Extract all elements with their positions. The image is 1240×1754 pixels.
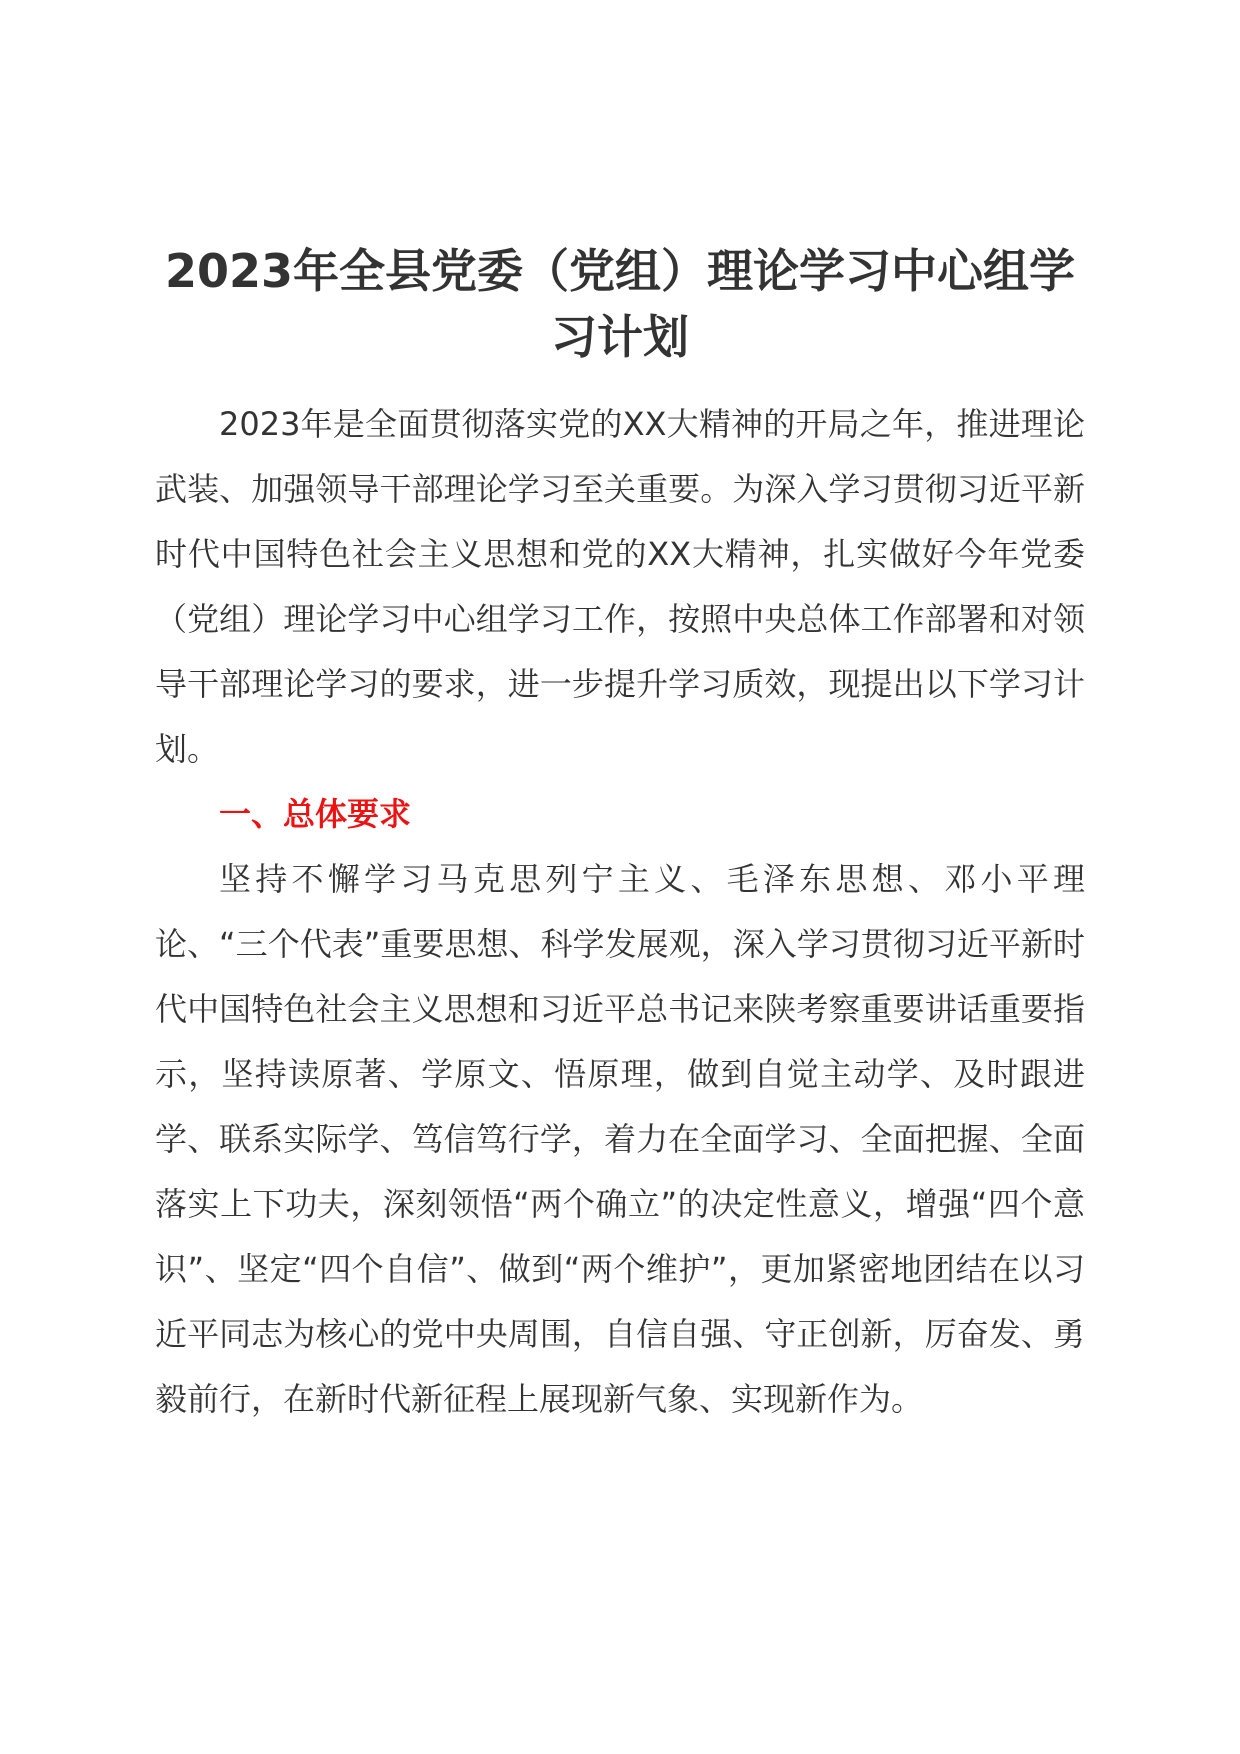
intro-paragraph: 2023年是全面贯彻落实党的XX大精神的开局之年，推进理论武装、加强领导干部理论学习至关重要。为深入学习贯彻习近平新时代中国特色社会主义思想和党的XX大精神，扎实做好今年党委（党组）理论学习中心组学习工作，按照中央总体工作部署和对领导干部理论学习的要求，进一步提升学习质效，现提出以下学习计划。	[155, 405, 1085, 768]
document-title: 2023年全县党委（党组）理论学习中心组学习计划	[164, 244, 1076, 364]
section-heading-overall-requirements: 一、总体要求	[219, 795, 412, 833]
document-page	[155, 238, 1085, 1432]
section-body-overall-requirements: 坚持不懈学习马克思列宁主义、毛泽东思想、邓小平理论、“三个代表”重要思想、科学发展观，深入学习贯彻习近平新时代中国特色社会主义思想和习近平总书记来陕考察重要讲话重要指示，坚持读原著、学原文、悟原理，做到自觉主动学、及时跟进学、联系实际学、笃信笃行学，着力在全面学习、全面把握、全面落实上下功夫，深刻领悟“两个确立”的决定性意义，增强“四个意识”、坚定“四个自信”、做到“两个维护”，更加紧密地团结在以习近平同志为核心的党中央周围，自信自强、守正创新，厉奋发、勇毅前行，在新时代新征程上展现新气象、实现新作为。	[155, 860, 1085, 1418]
